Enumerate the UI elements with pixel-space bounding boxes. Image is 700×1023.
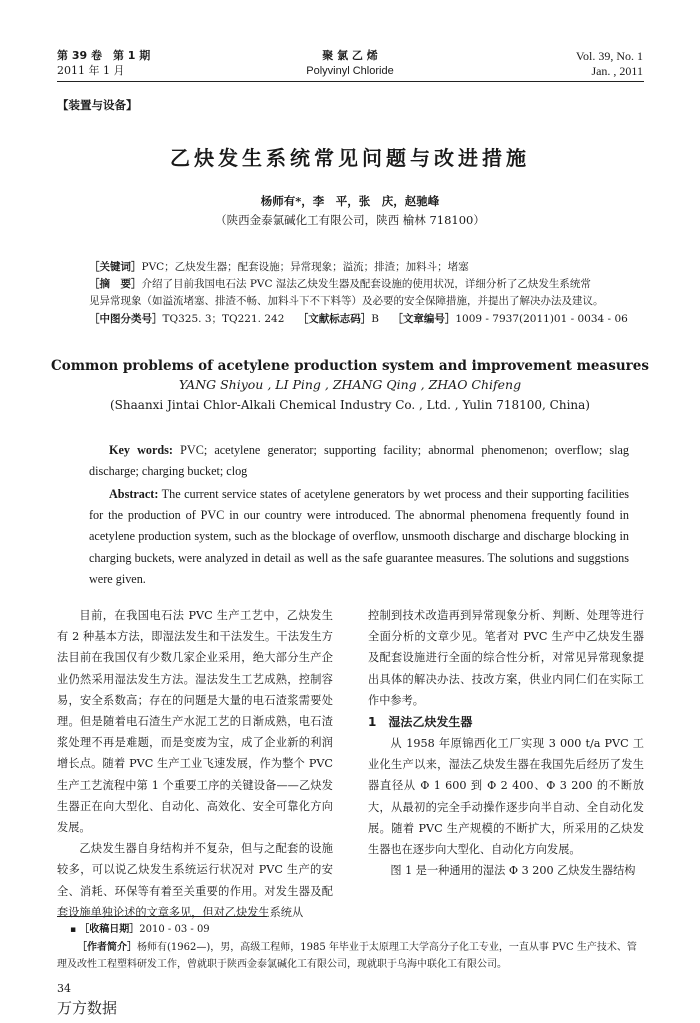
body-paragraph: 图 1 是一种通用的湿法 Φ 3 200 乙炔发生器结构 (390, 864, 636, 878)
affiliation-en: (Shaanxi Jintai Chlor-Alkali Chemical Industry Co. , Ltd. , Yulin 718100, China) (110, 398, 590, 412)
section-tag: 【装置与设备】 (57, 98, 138, 112)
doc-code-label: ［文献标志码］ (297, 313, 372, 325)
keywords-cn-label: ［关键词］ (89, 261, 142, 273)
body-paragraph: 控制到技术改造再到异常现象分析、判断、处理等进行全面分析的文章少见。笔者对 PVC 生产中乙炔发生器及配套设施进行全面的综合性分析，对常见异常现象提出具体的解决办法、技改方案，供业内同仁们在实际工作中参考。 (368, 609, 644, 707)
clc-value: TQ325. 3；TQ221. 242 (162, 313, 285, 325)
footnote-rule (57, 916, 267, 917)
doc-code-value: B (371, 313, 379, 325)
abstract-en-label: Abstract: (109, 487, 159, 501)
section-1-heading: 1 湿法乙炔发生器 (368, 715, 473, 730)
bio-label: ［作者简介］ (77, 942, 137, 953)
bullet-icon: ▪ (70, 925, 77, 935)
abstract-cn-line1: 介绍了目前我国电石法 PVC 湿法乙炔发生器及配套设施的使用状况，详细分析了乙炔发生系统常 (141, 278, 591, 290)
header-date-en: Jan. , 2011 (591, 64, 643, 78)
body-right-column (368, 605, 644, 881)
article-no-value: 1009 - 7937(2011)01 - 0034 - 06 (455, 313, 628, 325)
abstract-cn (89, 276, 629, 293)
title-cn: 乙炔发生系统常见问题与改进措施 (170, 146, 530, 170)
keywords-cn (89, 259, 629, 276)
classification (89, 311, 629, 328)
keywords-en-label: Key words: (109, 443, 173, 457)
abstract-en-text: The current service states of acetylene generators by wet process and their supporting facilities for the production of PVC in our country were introduced. The abnormal phenomena frequently found in acetylene production system, such as the blockage of overflow, unsmooth discharge and discharge blocking in charging buckets, were analyzed in detail as well as the safe guarantee measures. The solutions and suggstions were given. (89, 487, 629, 586)
bio-text: 杨师有(1962—)，男，高级工程师，1985 年毕业于太原理工大学高分子化工专业，一直从事 PVC 生产技术、管理及改性工程塑料研发工作，曾就职于陕西金泰氯碱化工有限公司，现就职于乌海中联化工有限公司。 (57, 942, 637, 970)
header-journal-cn: 聚 氯 乙 烯 (322, 49, 378, 62)
body-left-column (57, 605, 333, 923)
footnote-author-bio (57, 939, 644, 973)
keywords-cn-text: PVC；乙炔发生器；配套设施；异常现象；溢流；排渣；加料斗；堵塞 (141, 261, 469, 273)
keywords-en (89, 440, 629, 482)
received-value: 2010 - 03 - 09 (139, 924, 210, 935)
header-journal-en: Polyvinyl Chloride (306, 65, 394, 77)
body-paragraph: 乙炔发生器自身结构并不复杂，但与之配套的设施较多，可以说乙炔发生系统运行状况对 PVC 生产的安全、消耗、环保等有着至关重要的作用。对发生器及配套设施单独论述的文章多见，但对乙炔发生系统从 (57, 842, 333, 919)
title-en: Common problems of acetylene production system and improvement measures (51, 358, 649, 374)
received-label: ［收稿日期］ (79, 924, 140, 935)
header-volume-en: Vol. 39, No. 1 (575, 49, 643, 63)
footnote-received (70, 921, 657, 939)
affiliation-cn: （陕西金泰氯碱化工有限公司，陕西 榆林 718100） (215, 213, 485, 227)
body-paragraph: 从 1958 年原锦西化工厂实现 3 000 t/a PVC 工业化生产以来，湿法乙炔发生器在我国先后经历了发生器直径从 Φ 1 600 到 Φ 2 400、Φ 3 200 的不断放大，从最初的完全手动操作逐步向半自动、全自动化发展。随着 PVC 生产规模的不断扩大，所采用的乙炔发生器也在逐步向大型化、自动化方向发展。 (368, 737, 644, 857)
clc-label: ［中图分类号］ (89, 313, 163, 325)
abstract-cn-label: ［摘 要］ (89, 278, 142, 290)
page-number: 34 (57, 982, 71, 995)
abstract-cn-line2: 见异常现象（如溢流堵塞、排渣不畅、加料斗下不下料等）及必要的安全保障措施，并提出了解决办法及建议。 (89, 295, 604, 307)
header-volume-cn: 第 39 卷 第 1 期 (57, 49, 151, 62)
abstract-en (89, 484, 629, 590)
keywords-en-text: PVC; acetylene generator; supporting facility; abnormal phenomenon; overflow; slag discharge; charging bucket; clog (89, 443, 630, 479)
watermark: 万方数据 (57, 999, 118, 1017)
body-paragraph: 目前，在我国电石法 PVC 生产工艺中，乙炔发生有 2 种基本方法，即湿法发生和干法发生。干法发生方法目前在我国仅有少数几家企业采用，绝大部分生产企业仍然采用湿法发生方法。湿法发生工艺成熟，控制容易，安全系数高；存在的问题是大量的电石渣浆需要处理。但是随着电石渣生产水泥工艺的日渐成熟，电石渣浆处理不再是难题，而是变废为宝，成了企业新的利润增长点。随着 PVC 生产工业飞速发展，作为整个 PVC 生产工艺流程中第 1 个重要工序的关键设备——乙炔发生器正在向大型化、自动化、高效化、安全可靠化方向发展。 (57, 609, 333, 835)
authors-cn: 杨师有*，李 平，张 庆，赵驰峰 (260, 194, 440, 208)
header-date-cn: 2011 年 1 月 (57, 64, 125, 77)
header-rule (57, 81, 644, 82)
article-no-label: ［文章编号］ (392, 313, 456, 325)
authors-en: YANG Shiyou , LI Ping , ZHANG Qing , ZHAO Chifeng (178, 377, 522, 392)
abstract-cn-cont (89, 293, 629, 310)
